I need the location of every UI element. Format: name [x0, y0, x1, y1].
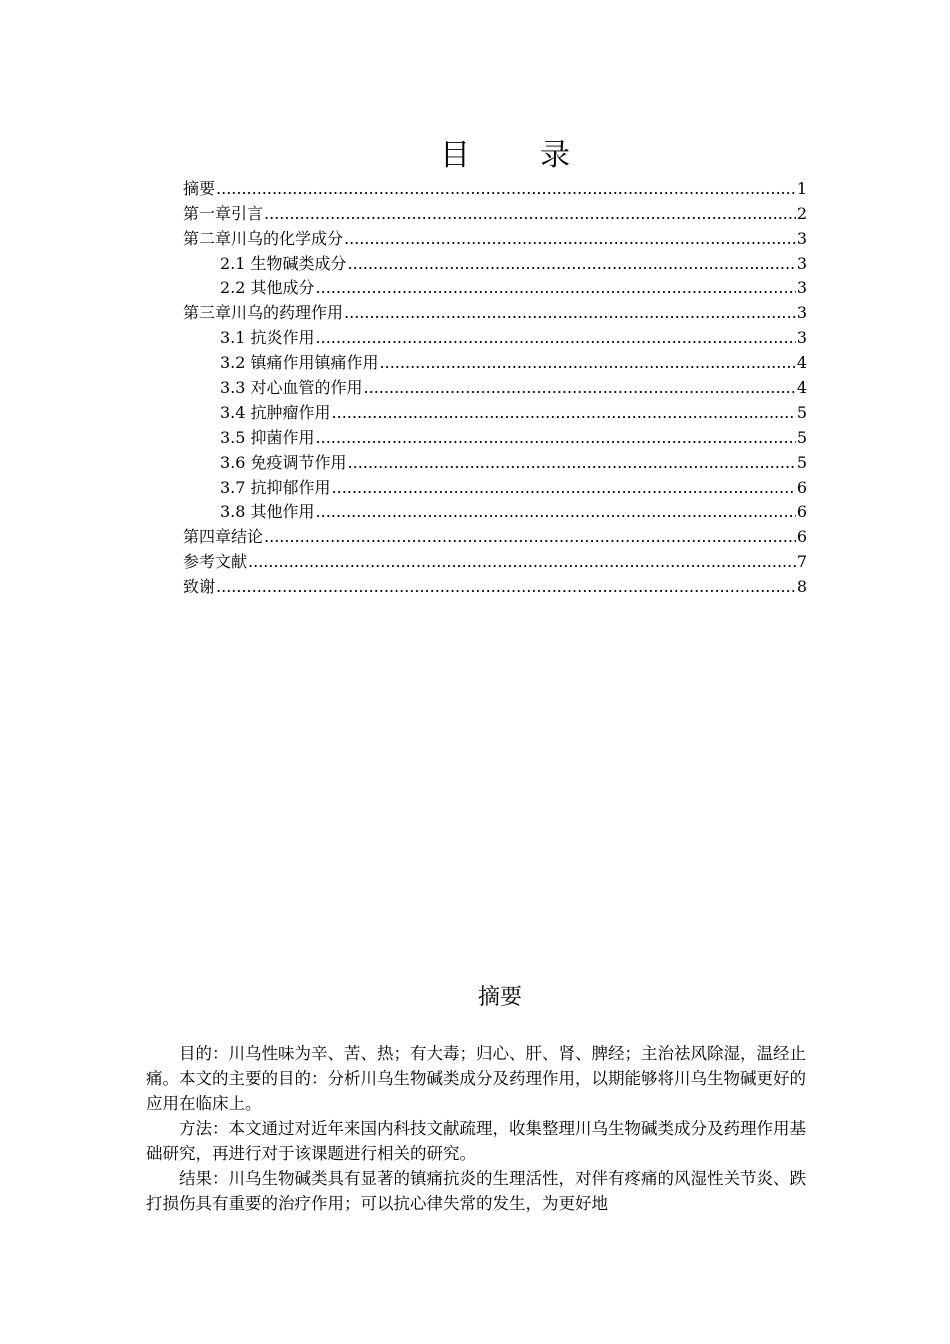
toc-entry-label: 3.7 抗抑郁作用 — [220, 477, 331, 497]
toc-entry-label: 第一章引言 — [183, 203, 264, 223]
toc-entry[interactable] — [183, 373, 807, 398]
toc-entry-page: 3 — [796, 303, 807, 323]
toc-entry[interactable] — [183, 498, 807, 523]
toc-entry-page: 6 — [796, 477, 807, 497]
toc-entry-label: 3.6 免疫调节作用 — [220, 452, 347, 472]
toc-entry-page: 3 — [796, 228, 807, 248]
toc-leader-dots — [264, 527, 796, 547]
toc-entry-page: 4 — [796, 378, 807, 398]
abstract-paragraph: 目的：川乌性味为辛、苦、热；有大毒；归心、肝、肾、脾经；主治祛风除湿，温经止痛。本文的主要的目的：分析川乌生物碱类成分及药理作用，以期能够将川乌生物碱更好的应用在临床上。 — [146, 1044, 806, 1113]
toc-leader-dots — [364, 378, 796, 398]
table-of-contents — [183, 174, 807, 597]
toc-entry-page: 6 — [796, 502, 807, 522]
toc-entry[interactable] — [183, 323, 807, 348]
toc-leader-dots — [316, 278, 796, 298]
toc-entry[interactable] — [183, 224, 807, 249]
toc-leader-dots — [316, 428, 796, 448]
toc-entry[interactable] — [183, 448, 807, 473]
toc-entry-page: 5 — [796, 452, 807, 472]
toc-entry[interactable] — [183, 473, 807, 498]
toc-entry-label: 第二章川乌的化学成分 — [183, 228, 344, 248]
toc-title-char-1: 目 — [440, 138, 470, 173]
toc-entry[interactable] — [183, 547, 807, 572]
toc-entry[interactable] — [183, 572, 807, 597]
toc-entry-page: 7 — [796, 552, 807, 572]
toc-leader-dots — [316, 328, 796, 348]
toc-leader-dots — [316, 502, 796, 522]
toc-entry[interactable] — [183, 249, 807, 274]
toc-entry[interactable] — [183, 398, 807, 423]
toc-entry-page: 2 — [796, 203, 807, 223]
toc-entry-page: 5 — [796, 427, 807, 447]
toc-leader-dots — [348, 453, 796, 473]
toc-entry-page: 3 — [796, 253, 807, 273]
toc-leader-dots — [248, 552, 796, 572]
toc-entry-label: 参考文献 — [183, 552, 248, 572]
toc-leader-dots — [380, 353, 796, 373]
toc-entry-page: 3 — [796, 278, 807, 298]
toc-title — [0, 130, 950, 174]
toc-leader-dots — [348, 254, 796, 274]
toc-entry-label: 3.5 抑菌作用 — [220, 427, 315, 447]
toc-entry-page: 8 — [796, 577, 807, 597]
abstract-body — [146, 1041, 806, 1216]
toc-leader-dots — [216, 577, 796, 597]
toc-entry-label: 第四章结论 — [183, 527, 264, 547]
toc-leader-dots — [344, 229, 796, 249]
toc-entry[interactable] — [183, 348, 807, 373]
toc-entry-label: 摘要 — [183, 178, 216, 198]
toc-entry-page: 6 — [796, 527, 807, 547]
abstract-paragraph: 方法：本文通过对近年来国内科技文献疏理，收集整理川乌生物碱类成分及药理作用基础研究，再进行对于该课题进行相关的研究。 — [146, 1119, 806, 1163]
toc-entry-label: 3.3 对心血管的作用 — [220, 378, 363, 398]
toc-entry[interactable] — [183, 274, 807, 299]
abstract-title: 摘要 — [477, 985, 522, 1010]
toc-leader-dots — [216, 179, 796, 199]
toc-entry-label: 3.2 镇痛作用镇痛作用 — [220, 353, 379, 373]
toc-entry-label: 2.2 其他成分 — [220, 278, 315, 298]
toc-entry-page: 4 — [796, 353, 807, 373]
toc-entry-label: 第三章川乌的药理作用 — [183, 303, 344, 323]
abstract-paragraph: 结果：川乌生物碱类具有显著的镇痛抗炎的生理活性，对伴有疼痛的风湿性关节炎、跌打损伤具有重要的治疗作用；可以抗心律失常的发生，为更好地 — [146, 1169, 806, 1213]
toc-leader-dots — [344, 303, 796, 323]
toc-entry[interactable] — [183, 522, 807, 547]
toc-entry[interactable] — [183, 174, 807, 199]
toc-entry-label: 3.1 抗炎作用 — [220, 328, 315, 348]
toc-leader-dots — [332, 478, 796, 498]
toc-entry-page: 1 — [796, 178, 807, 198]
toc-entry-label: 3.4 抗肿瘤作用 — [220, 402, 331, 422]
toc-entry-page: 3 — [796, 328, 807, 348]
toc-leader-dots — [264, 204, 796, 224]
toc-entry-page: 5 — [796, 402, 807, 422]
toc-entry-label: 2.1 生物碱类成分 — [220, 253, 347, 273]
toc-title-char-2: 录 — [540, 138, 570, 173]
toc-leader-dots — [332, 403, 796, 423]
toc-entry[interactable] — [183, 423, 807, 448]
toc-entry-label: 致谢 — [183, 577, 216, 597]
toc-entry[interactable] — [183, 298, 807, 323]
toc-entry[interactable] — [183, 199, 807, 224]
toc-entry-label: 3.8 其他作用 — [220, 502, 315, 522]
